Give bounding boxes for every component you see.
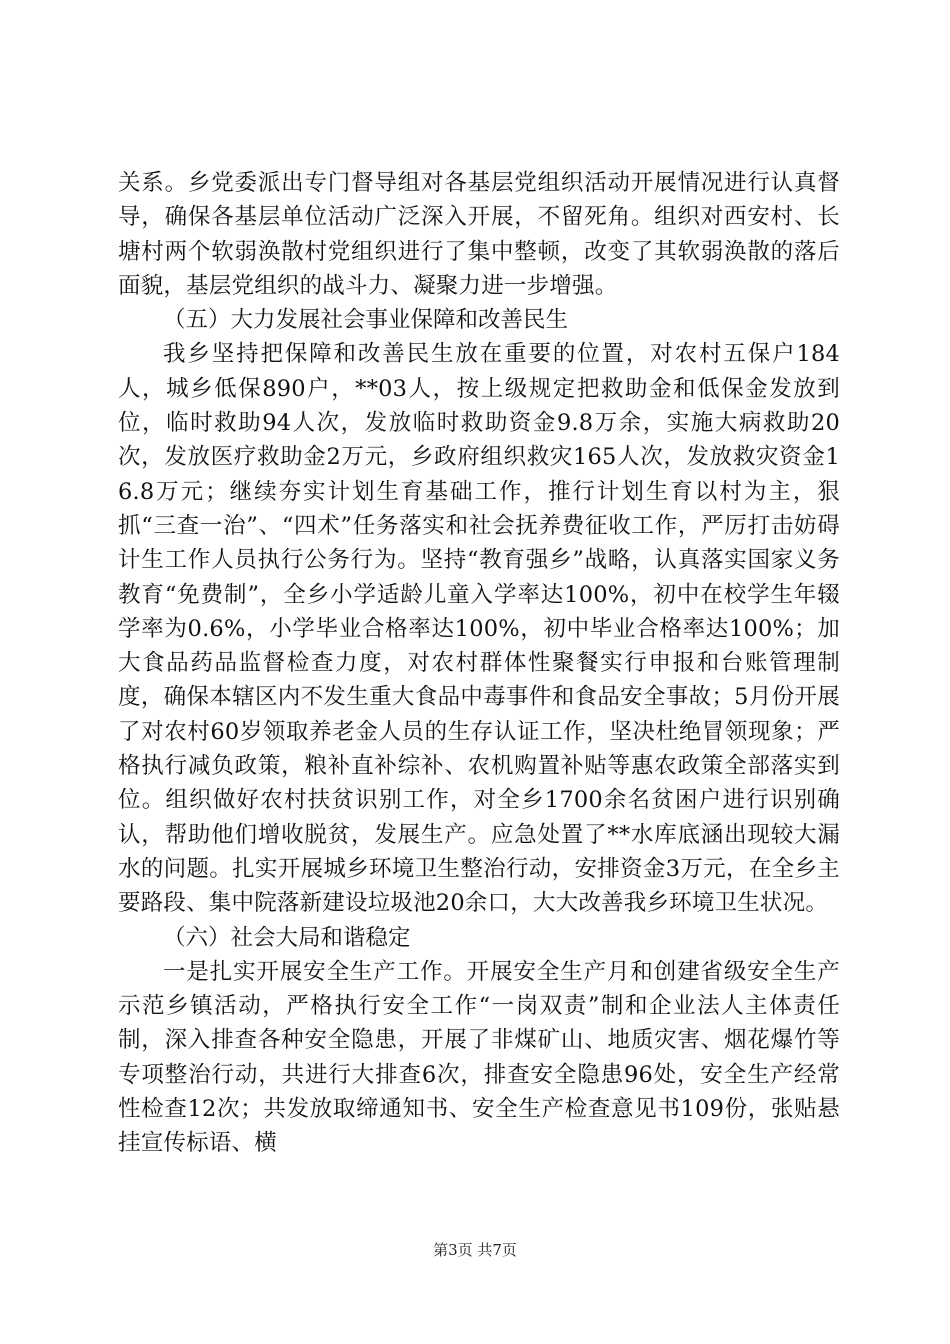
paragraph-livelihood: 我乡坚持把保障和改善民生放在重要的位置，对农村五保户184人，城乡低保890户，**03人，按上级规定把救助金和低保金发放到位，临时救助94人次，发放临时救助资金9.8万余，实施大病救助20次，发放医疗救助金2万元，乡政府组织救灾165人次，发放救灾资金16.8万元；继续夯实计划生育基础工作，推行计划生育以村为主，狠抓“三查一治”、“四术”任务落实和社会抚养费征收工作，严厉打击妨碍计生工作人员执行公务行为。坚持“教育强乡”战略，认真落实国家义务教育“免费制”，全乡小学适龄儿童入学率达100%，初中在校学生年辍学率为0.6%，小学毕业合格率达100%，初中毕业合格率达100%；加大食品药品监督检查力度，对农村群体性聚餐实行申报和台账管理制度，确保本辖区内不发生重大食品中毒事件和食品安全事故；5月份开展了对农村60岁领取养老金人员的生存认证工作，坚决杜绝冒领现象；严格执行减负政策，粮补直补综补、农机购置补贴等惠农政策全部落实到位。组织做好农村扶贫识别工作，对全乡1700余名贫困户进行识别确认，帮助他们增收脱贫，发展生产。应急处置了**水库底涵出现较大漏水的问题。扎实开展城乡环境卫生整治行动，安排资金3万元，在全乡主要路段、集中院落新建设垃圾池20余口，大大改善我乡环境卫生状况。 [118, 341, 840, 917]
paragraph-safety-production: 一是扎实开展安全生产工作。开展安全生产月和创建省级安全生产示范乡镇活动，严格执行安全工作“一岗双责”制和企业法人主体责任制，深入排查各种安全隐患，开展了非煤矿山、地质灾害、烟花爆竹等专项整治行动，共进行大排查6次，排查安全隐患96处，安全生产经常性检查12次；共发放取缔通知书、安全生产检查意见书109份，张贴悬挂宣传标语、横 [118, 958, 840, 1157]
section-heading-five: （五）大力发展社会事业保障和改善民生 [163, 307, 569, 334]
section-heading-six: （六）社会大局和谐稳定 [163, 924, 411, 951]
page-number-footer: 第3页 共7页 [433, 1241, 517, 1259]
document-body [118, 166, 840, 1161]
paragraph-party-building-continued: 关系。乡党委派出专门督导组对各基层党组织活动开展情况进行认真督导，确保各基层单位活动广泛深入开展，不留死角。组织对西安村、长塘村两个软弱涣散村党组织进行了集中整顿，改变了其软弱涣散的落后面貌，基层党组织的战斗力、凝聚力进一步增强。 [118, 170, 840, 299]
